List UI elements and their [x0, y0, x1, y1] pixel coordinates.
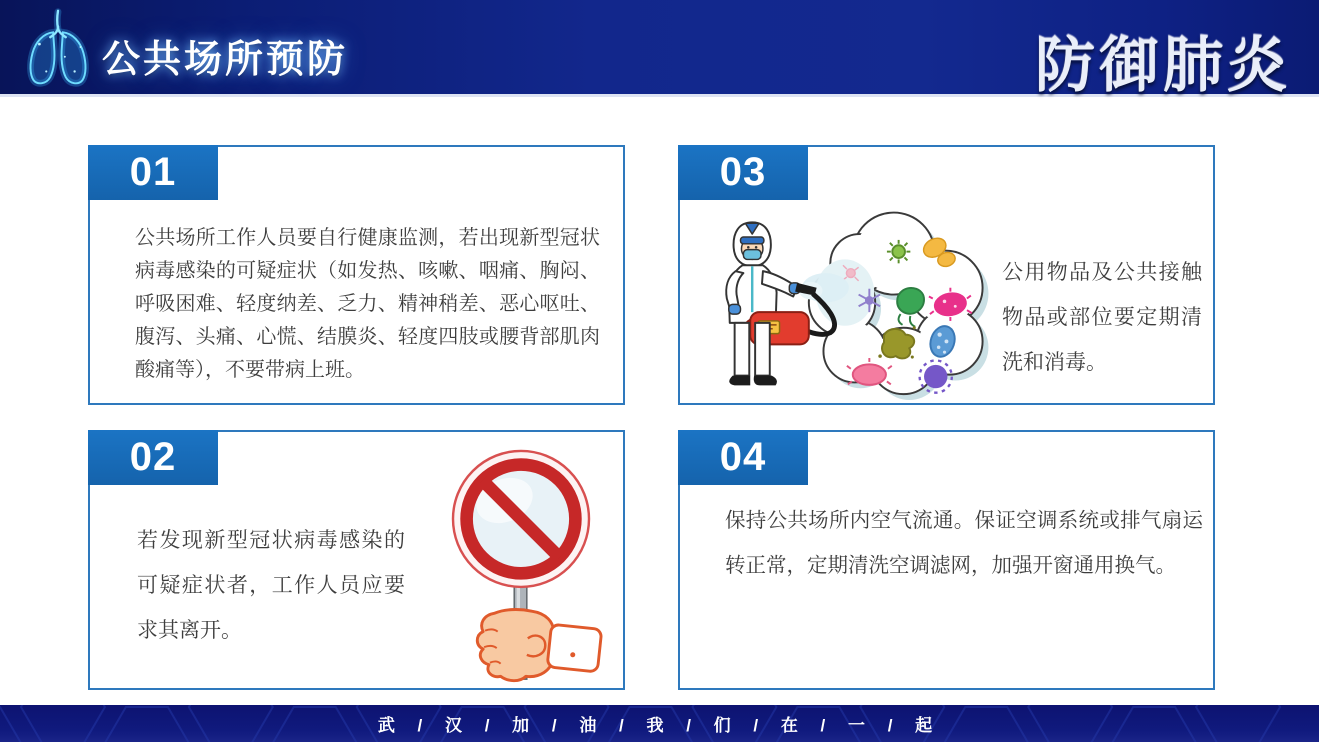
- card-02-text: 若发现新型冠状病毒感染的可疑症状者，工作人员应要求其离开。: [137, 529, 405, 642]
- prohibition-sign-hand-icon: [427, 448, 615, 691]
- page-title: 公共场所预防: [102, 39, 349, 81]
- card-02-number: 02: [88, 430, 218, 485]
- card-03: [678, 145, 1215, 405]
- cards-grid: [88, 145, 1215, 690]
- disinfection-sprayer-germ-cloud-icon: [690, 195, 995, 405]
- lungs-icon: [14, 2, 102, 92]
- card-01: [88, 145, 625, 405]
- card-02: [88, 430, 625, 690]
- header-bar: [0, 0, 1319, 97]
- footer-slogan: 武 / 汉 / 加 / 油 / 我 / 们 / 在 / 一 / 起: [377, 716, 942, 735]
- card-04-number: 04: [678, 430, 808, 485]
- card-03-number: 03: [678, 145, 808, 200]
- footer-bar: [0, 705, 1319, 742]
- card-04: [678, 430, 1215, 690]
- card-03-text: 公用物品及公共接触物品或部位要定期清洗和消毒。: [1002, 261, 1202, 374]
- card-04-text: 保持公共场所内空气流通。保证空调系统或排气扇运转正常，定期清洗空调滤网，加强开窗通用换气。: [725, 509, 1203, 577]
- card-01-number: 01: [88, 145, 218, 200]
- brand-title: 防御肺炎: [1035, 33, 1291, 99]
- card-01-text: 公共场所工作人员要自行健康监测，若出现新型冠状病毒感染的可疑症状（如发热、咳嗽、咽痛、胸闷、呼吸困难、轻度纳差、乏力、精神稍差、恶心呕吐、腹泻、头痛、心慌、结膜炎、轻度四肢或腰背部肌肉酸痛等），不要带病上班。: [135, 227, 600, 381]
